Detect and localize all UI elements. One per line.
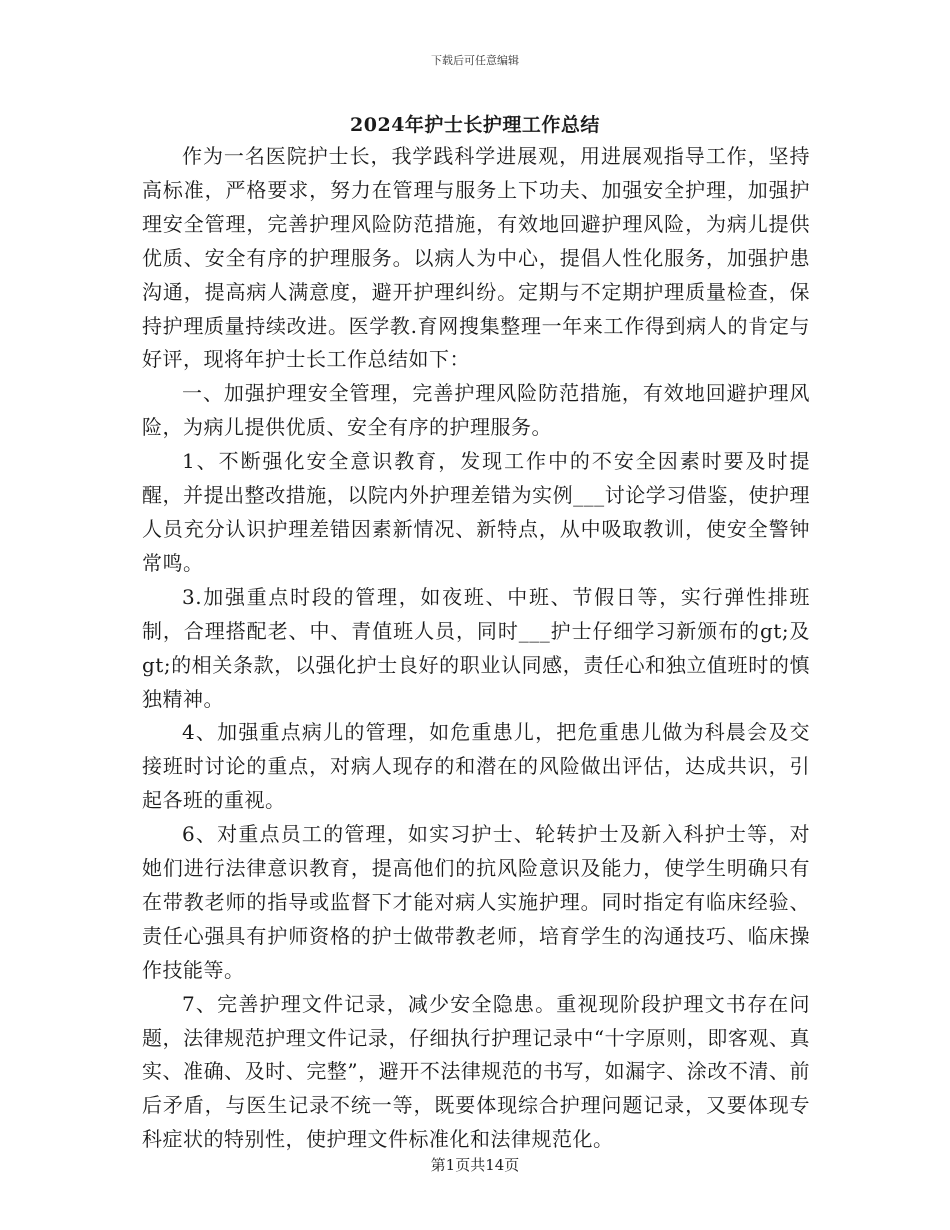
paragraph-item-3: 3.加强重点时段的管理，如夜班、中班、节假日等，实行弹性排班制，合理搭配老、中、青值班人员，同时___护士仔细学习新颁布的gt;及gt;的相关条款，以强化护士良好的职业认同感，责任心和独立值班时的慎独精神。 [142,584,810,711]
paragraph-item-4: 4、加强重点病儿的管理，如危重患儿，把危重患儿做为科晨会及交接班时讨论的重点，对病人现存的和潜在的风险做出评估，达成共识，引起各班的重视。 [142,720,810,813]
paragraph-section-1: 一、加强护理安全管理，完善护理风险防范措施，有效地回避护理风险，为病儿提供优质、安全有序的护理服务。 [142,381,810,440]
paragraph-item-1: 1、不断强化安全意识教育，发现工作中的不安全因素时要及时提醒，并提出整改措施，以院内外护理差错为实例___讨论学习借鉴，使护理人员充分认识护理差错因素新情况、新特点，从中吸取教训，使安全警钟常鸣。 [142,449,810,575]
paragraph-item-6: 6、对重点员工的管理，如实习护士、轮转护士及新入科护士等，对她们进行法律意识教育，提高他们的抗风险意识及能力，使学生明确只有在带教老师的指导或监督下才能对病人实施护理。同时指定有临床经验、责任心强具有护师资格的护士做带教老师，培育学生的沟通技巧、临床操作技能等。 [142,822,810,982]
paragraph-item-7: 7、完善护理文件记录，减少安全隐患。重视现阶段护理文书存在问题，法律规范护理文件记录，仔细执行护理记录中“十字原则，即客观、真实、准确、及时、完整”，避开不法律规范的书写，如漏字、涂改不清、前后矛盾，与医生记录不统一等，既要体现综合护理问题记录，又要体现专科症状的特别性，使护理文件标准化和法律规范化。 [142,991,810,1152]
document-title: 2024年护士长护理工作总结 [350,114,600,136]
page-header-note: 下载后可任意编辑 [431,54,519,67]
page-number: 第1页共14页 [430,1156,520,1174]
paragraph-intro: 作为一名医院护士长，我学践科学进展观，用进展观指导工作，坚持高标准，严格要求，努力在管理与服务上下功夫、加强安全护理，加强护理安全管理，完善护理风险防范措施，有效地回避护理风险，为病儿提供优质、安全有序的护理服务。以病人为中心，提倡人性化服务，加强护患沟通，提高病人满意度，避开护理纠纷。定期与不定期护理质量检查，保持护理质量持续改进。医学教.育网搜集整理一年来工作得到病人的肯定与好评，现将年护士长工作总结如下： [142,144,810,372]
document-body [142,140,810,1157]
